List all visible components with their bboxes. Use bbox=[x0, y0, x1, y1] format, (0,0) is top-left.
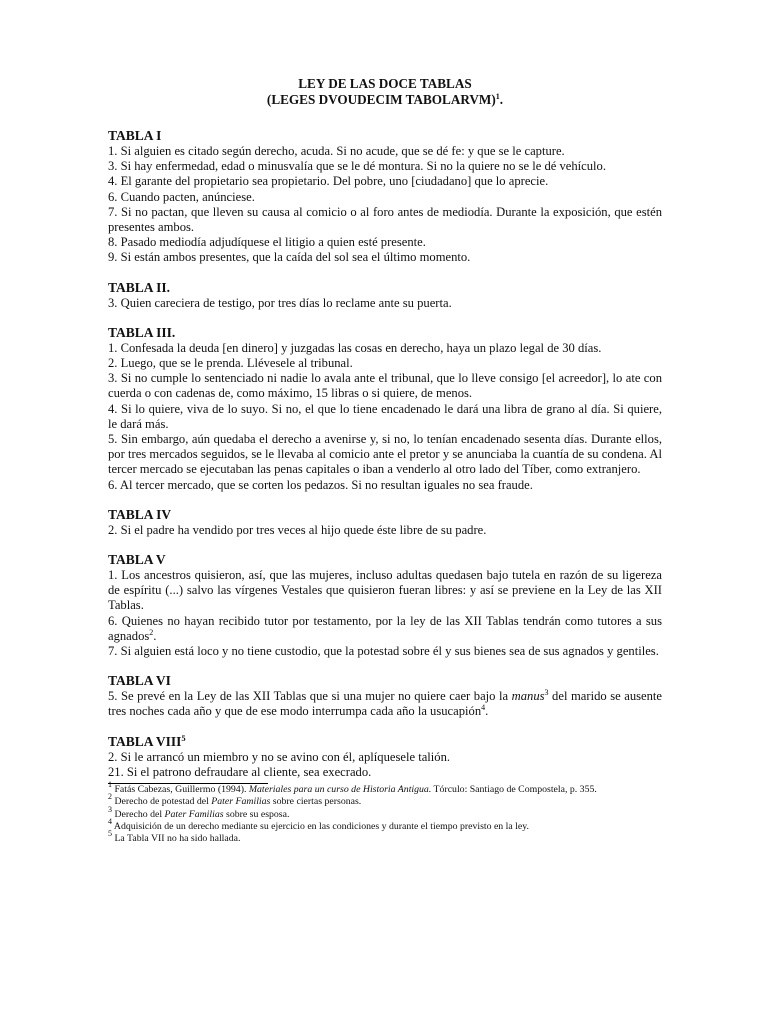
paragraph: 5. Sin embargo, aún quedaba el derecho a avenirse y, si no, lo tenían encadenado sesenta días. Durante ellos, por tres mercados seguidos, se le llevaba al comicio ante el pretor y se anunciaba la cuantía de su condena. Al tercer mercado se ejecutaban las penas capitales o iban a venderlo al otro lado del Tíber, como extranjero. bbox=[108, 432, 662, 477]
italic-term: manus bbox=[511, 689, 545, 704]
section-tabla-6 bbox=[108, 673, 662, 719]
footnote-text: Derecho del bbox=[112, 808, 165, 820]
footnote-ref-1[interactable]: 1 bbox=[495, 92, 500, 101]
footnote-italic: Pater Familias bbox=[211, 796, 271, 808]
footnote-text: Fatás Cabezas, Guillermo (1994). bbox=[112, 784, 249, 796]
paragraph bbox=[108, 614, 662, 644]
footnote-5 bbox=[108, 828, 662, 845]
section-heading: TABLA II. bbox=[108, 279, 171, 295]
footnote-text: Adquisición de un derecho mediante su ejercicio en las condiciones y durante el tiempo previsto en la ley. bbox=[112, 820, 529, 832]
paragraph-text: 6. Quienes no hayan recibido tutor por testamento, por la ley de las XII Tablas tendrán como tutores a sus agnados bbox=[108, 613, 662, 643]
footnote-number: 4 bbox=[108, 816, 112, 826]
footnote-text: Tórculo: Santiago de Compostela, p. 355. bbox=[431, 784, 597, 796]
section-tabla-2 bbox=[108, 280, 662, 311]
section-tabla-3 bbox=[108, 325, 662, 493]
footnote-ref-2[interactable]: 2 bbox=[149, 627, 154, 637]
paragraph-text: del marido se ausente tres noches cada año y que de ese modo interrumpa cada año la usucapión bbox=[108, 689, 662, 719]
section-heading: TABLA III. bbox=[108, 324, 176, 340]
paragraph: 3. Si hay enfermedad, edad o minusvalía que se le dé montura. Si no la quiere no se le dé vehículo. bbox=[108, 159, 607, 174]
paragraph-end: . bbox=[153, 628, 157, 643]
section-heading: TABLA I bbox=[108, 128, 162, 143]
footnote-number: 5 bbox=[108, 828, 112, 838]
footnotes bbox=[108, 780, 662, 845]
paragraph: 1. Los ancestros quisieron, así, que las mujeres, incluso adultas quedasen bajo tutela en razón de su ligereza de espíritu (...) salvo las vírgenes Vestales que quisieron fueran libres: y así se previene en la Ley de las XII Tablas. bbox=[108, 568, 662, 613]
paragraph: 3. Quien careciera de testigo, por tres días lo reclame ante su puerta. bbox=[108, 295, 452, 310]
footnote-text: Derecho de potestad del bbox=[112, 796, 212, 808]
paragraph-text: 5. Se prevé en la Ley de las XII Tablas que si una mujer no quiere caer bajo la bbox=[108, 689, 512, 704]
paragraph: 6. Cuando pacten, anúnciese. bbox=[108, 189, 255, 204]
footnote-4 bbox=[108, 816, 662, 833]
paragraph: 21. Si el patrono defraudare al cliente, sea execrado. bbox=[108, 764, 372, 779]
footnote-text: sobre su esposa. bbox=[223, 808, 290, 820]
footnote-text: sobre ciertas personas. bbox=[270, 796, 362, 808]
section-tabla-1 bbox=[108, 128, 662, 266]
paragraph: 7. Si alguien está loco y no tiene custodio, que la potestad sobre él y sus bienes sea de sus agnados y gentiles. bbox=[108, 644, 659, 659]
footnote-2 bbox=[108, 792, 662, 808]
footnote-ref-3[interactable]: 3 bbox=[544, 688, 549, 698]
paragraph: 1. Si alguien es citado según derecho, acuda. Si no acude, que se dé fe: y que se le capture. bbox=[108, 144, 565, 158]
footnote-text: La Tabla VII no ha sido hallada. bbox=[112, 832, 241, 844]
paragraph: 9. Si están ambos presentes, que la caída del sol sea el último momento. bbox=[108, 250, 471, 265]
paragraph-end: . bbox=[485, 704, 489, 719]
paragraph: 2. Si le arrancó un miembro y no se avino con él, aplíquesele talión. bbox=[108, 749, 451, 764]
footnote-1 bbox=[108, 780, 662, 796]
footnote-number: 2 bbox=[108, 792, 112, 802]
paragraph: 1. Confesada la deuda [en dinero] y juzgadas las cosas en derecho, haya un plazo legal de 30 días. bbox=[108, 340, 602, 355]
paragraph: 3. Si no cumple lo sentenciado ni nadie lo avala ante el tribunal, que lo lleve consigo [el acreedor], lo ate con cuerda o con cadenas de, como máximo, 15 libras o si quiere, de menos. bbox=[108, 371, 662, 401]
footnote-ref-4[interactable]: 4 bbox=[481, 703, 486, 713]
title-line-2-text: (LEGES DVOUDECIM TABOLARVM) bbox=[266, 92, 496, 107]
section-tabla-8 bbox=[108, 734, 662, 780]
footnote-number: 1 bbox=[108, 780, 112, 790]
section-tabla-5 bbox=[108, 552, 662, 659]
section-heading: TABLA IV bbox=[108, 506, 172, 522]
paragraph: 7. Si no pactan, que lleven su causa al comicio o al foro antes de mediodía. Durante la exposición, que estén presentes ambos. bbox=[108, 204, 662, 235]
paragraph bbox=[108, 689, 662, 719]
footnote-ref-5[interactable]: 5 bbox=[181, 732, 186, 743]
paragraph: 8. Pasado mediodía adjudíquese el litigio a quien esté presente. bbox=[108, 235, 426, 250]
section-heading bbox=[108, 734, 662, 750]
document-title bbox=[108, 76, 662, 108]
paragraph: 6. Al tercer mercado, que se corten los pedazos. Si no resultan iguales no sea fraude. bbox=[108, 477, 533, 492]
paragraph: 4. El garante del propietario sea propietario. Del pobre, uno [ciudadano] que lo aprecie. bbox=[108, 174, 549, 189]
title-line-2 bbox=[108, 92, 662, 108]
section-heading: TABLA VI bbox=[108, 673, 171, 689]
footnote-italic: Materiales para un curso de Historia Antigua. bbox=[248, 784, 432, 796]
paragraph: 4. Si lo quiere, viva de lo suyo. Si no, el que lo tiene encadenado le dará una libra de grano al día. Si quiere, le dará más. bbox=[108, 401, 662, 431]
footnote-number: 3 bbox=[108, 804, 112, 814]
section-tabla-4 bbox=[108, 507, 662, 538]
paragraph: 2. Si el padre ha vendido por tres veces al hijo quede éste libre de su padre. bbox=[108, 522, 487, 537]
footnote-italic: Pater Familias bbox=[164, 808, 224, 820]
title-line-2-end: . bbox=[499, 92, 504, 107]
section-heading: TABLA V bbox=[108, 552, 166, 568]
paragraph: 2. Luego, que se le prenda. Llévesele al tribunal. bbox=[108, 356, 353, 371]
title-line-1: LEY DE LAS DOCE TABLAS bbox=[298, 76, 472, 91]
footnote-3 bbox=[108, 804, 662, 821]
section-heading-text: TABLA VIII bbox=[108, 733, 182, 749]
